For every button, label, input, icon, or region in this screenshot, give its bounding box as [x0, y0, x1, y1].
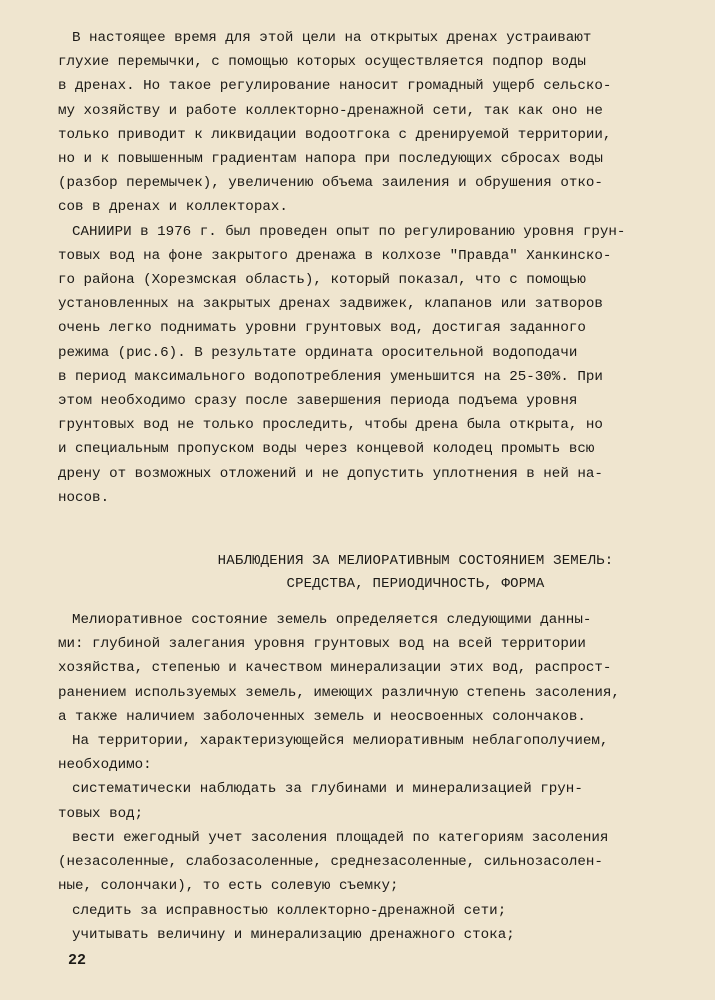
text-line: но и к повышенным градиентам напора при последующих сбросах воды [58, 151, 603, 168]
list-item-groundwater-monitoring [58, 777, 693, 825]
page-number: 22 [68, 952, 87, 969]
text-line: ранением используемых земель, имеющих различную степень засоления, [58, 684, 620, 701]
text-line: сов в дренах и коллекторах. [58, 199, 288, 216]
text-line: В настоящее время для этой цели на открытых дренах устраивают [72, 30, 592, 46]
text-line: (разбор перемычек), увеличению объема заиления и обрушения отко- [58, 175, 603, 192]
text-line: установленных на закрытых дренах задвижек, клапанов или затворов [58, 296, 603, 313]
text-line: (незасоленные, слабозасоленные, среднезасоленные, сильнозасолен- [58, 854, 603, 871]
text-line: только приводит к ликвидации водоотгока с дренируемой территории, [58, 126, 612, 143]
list-item-drainage-runoff [58, 923, 693, 947]
heading-line: НАБЛЮДЕНИЯ ЗА МЕЛИОРАТИВНЫМ СОСТОЯНИЕМ ЗЕМЕЛЬ: [217, 553, 614, 570]
text-line: ми: глубиной залегания уровня грунтовых вод на всей территории [58, 636, 586, 653]
text-line: товых вод на фоне закрытого дренажа в колхозе "Правда" Ханкинско- [58, 247, 612, 264]
text-line: вести ежегодный учет засоления площадей по категориям засоления [72, 829, 609, 846]
text-line: следить за исправностью коллекторно-дренажной сети; [72, 902, 507, 919]
paragraph-necessary-actions [58, 729, 693, 777]
text-line: товых вод; [58, 805, 144, 822]
text-line: му хозяйству и работе коллекторно-дренажной сети, так как оно не [58, 102, 603, 119]
heading-line: СРЕДСТВА, ПЕРИОДИЧНОСТЬ, ФОРМА [286, 576, 545, 593]
list-item-drainage-network [58, 899, 693, 923]
text-line: режима (рис.6). В результате ордината оросительной водоподачи [58, 344, 578, 361]
section-heading [58, 550, 693, 596]
text-line: Мелиоративное состояние земель определяется следующими данны- [72, 612, 592, 629]
text-line: носов. [58, 489, 110, 506]
text-line: го района (Хорезмская область), который показал, что с помощью [58, 272, 586, 289]
paragraph-saniiri-experiment [58, 220, 693, 510]
text-line: этом необходимо сразу после завершения периода подъема уровня [58, 393, 578, 410]
text-line: дрену от возможных отложений и не допустить уплотнения в ней на- [58, 465, 603, 482]
text-line: учитывать величину и минерализацию дренажного стока; [72, 926, 515, 943]
text-line: ные, солончаки), то есть солевую съемку; [58, 878, 399, 895]
text-line: и специальным пропуском воды через концевой колодец промыть всю [58, 441, 595, 458]
text-line: глухие перемычки, с помощью которых осуществляется подпор воды [58, 54, 586, 71]
paragraph-reclamation-state [58, 608, 693, 729]
text-line: хозяйства, степенью и качеством минерализации этих вод, распрост- [58, 660, 612, 677]
text-line: а также наличием заболоченных земель и неосвоенных солончаков. [58, 708, 586, 725]
text-line: систематически наблюдать за глубинами и минерализацией грун- [72, 781, 583, 798]
list-item-salinity-survey [58, 826, 693, 899]
paragraph-drains-bulkheads [58, 26, 693, 220]
text-line: очень легко поднимать уровни грунтовых вод, достигая заданного [58, 320, 586, 337]
text-line: На территории, характеризующейся мелиоративным неблагополучием, [72, 733, 609, 750]
text-line: в период максимального водопотребления уменьшится на 25-30%. При [58, 368, 603, 385]
text-line: САНИИРИ в 1976 г. был проведен опыт по регулированию уровня грун- [72, 223, 626, 240]
text-line: необходимо: [58, 757, 152, 774]
text-line: грунтовых вод не только проследить, чтобы дрена была открыта, но [58, 417, 603, 434]
text-line: в дренах. Но такое регулирование наносит громадный ущерб сельско- [58, 78, 612, 95]
